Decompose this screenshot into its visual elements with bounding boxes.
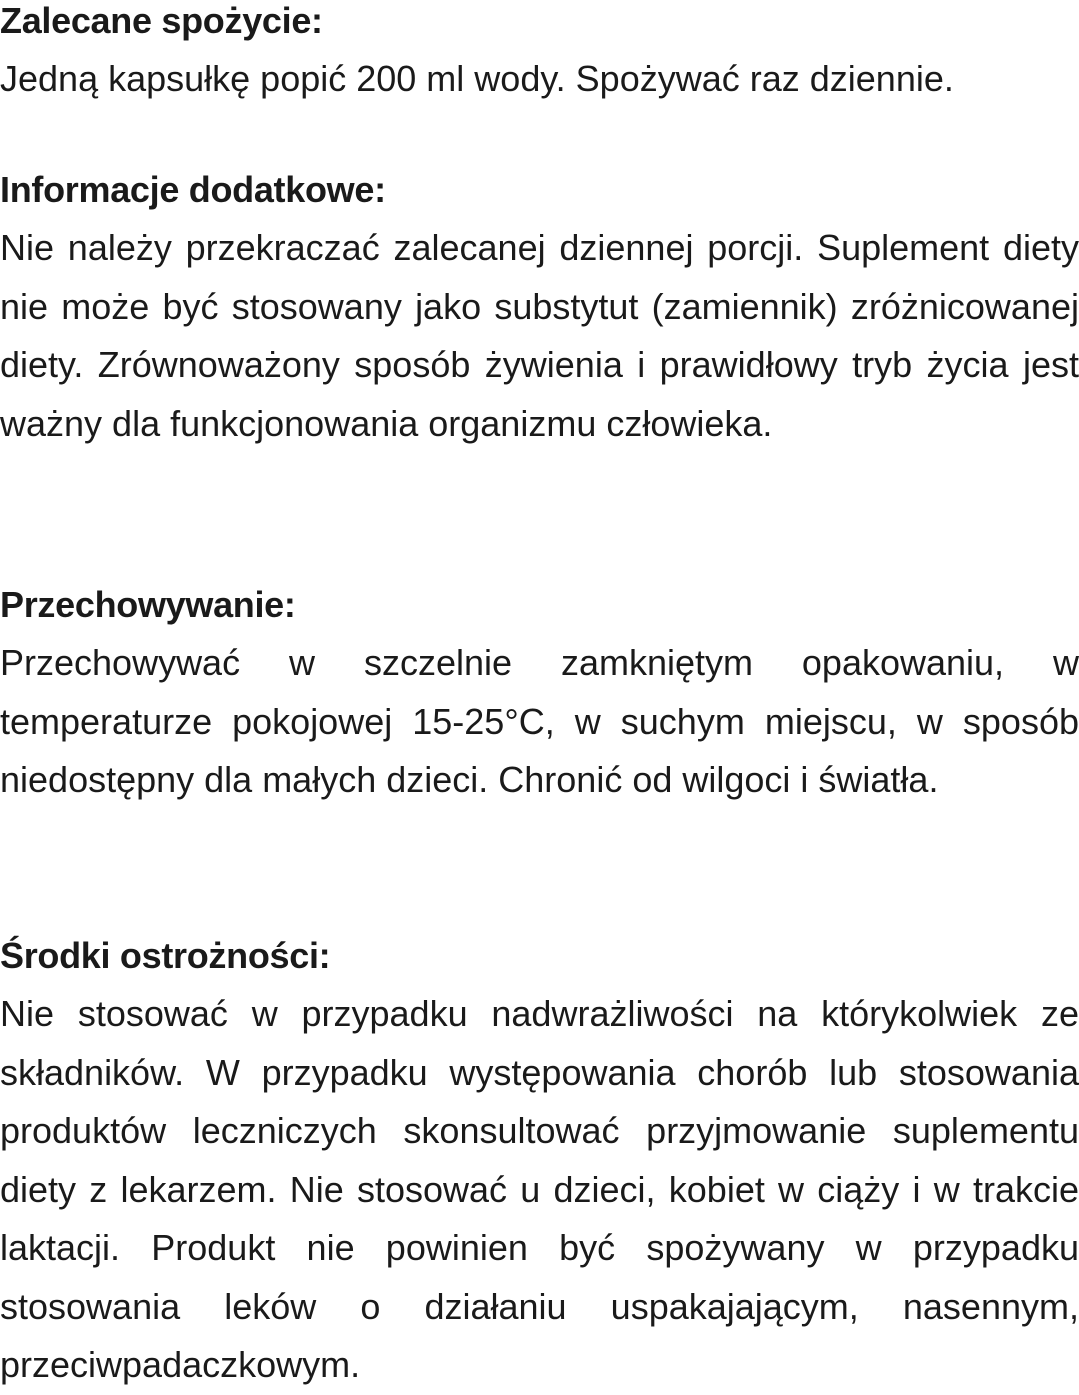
precautions-text: Nie stosować w przypadku nadwrażliwości na którykolwiek ze składników. W przypadku występowania chorób lub stosowania produktów leczniczych skonsultować przyjmowanie suplementu diety z lekarzem. Nie stosować u dzieci, kobiet w ciąży i w trakcie laktacji. Produkt nie powinien być spożywany w przypadku stosowania leków o działaniu uspakajającym, nasennym, przeciwpadaczkowym.	[0, 993, 1079, 1385]
additional-info-heading: Informacje dodatkowe:	[0, 169, 386, 210]
precautions-section	[0, 927, 1079, 1395]
storage-section	[0, 576, 1079, 810]
recommended-intake-text: Jedną kapsułkę popić 200 ml wody. Spożywać raz dziennie.	[0, 58, 954, 99]
additional-info-section	[0, 161, 1079, 453]
storage-text: Przechowywać w szczelnie zamkniętym opakowaniu, w temperaturze pokojowej 15-25°C, w suchym miejscu, w sposób niedostępny dla małych dzieci. Chronić od wilgoci i światła.	[0, 642, 1079, 800]
storage-heading: Przechowywanie:	[0, 584, 296, 625]
recommended-intake-heading: Zalecane spożycie:	[0, 0, 323, 41]
additional-info-text: Nie należy przekraczać zalecanej dziennej porcji. Suplement diety nie może być stosowany jako substytut (zamiennik) zróżnicowanej diety. Zrównoważony sposób żywienia i prawidłowy tryb życia jest ważny dla funkcjonowania organizmu człowieka.	[0, 227, 1079, 444]
precautions-heading: Środki ostrożności:	[0, 935, 331, 976]
recommended-intake-section	[0, 0, 1079, 109]
